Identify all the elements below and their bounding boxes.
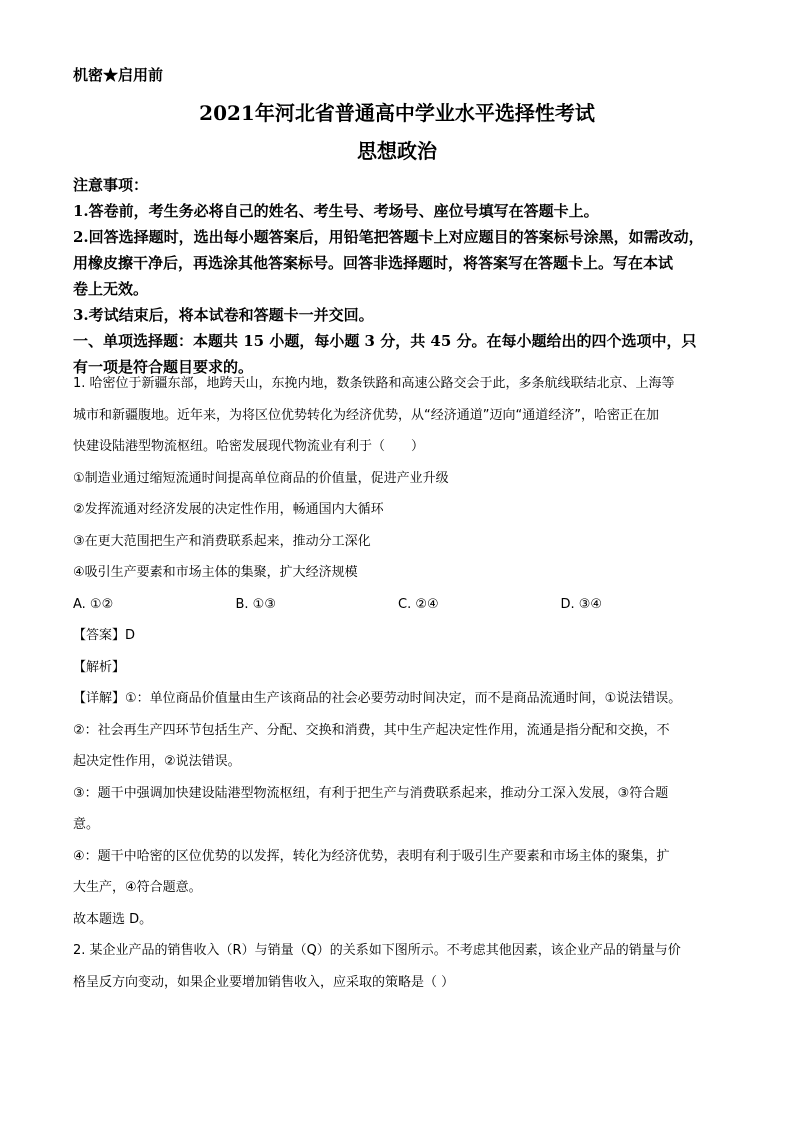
- option-d: D. ③④: [560, 596, 603, 612]
- answer-options: [73, 589, 723, 621]
- statement-item: ③在更大范围把生产和消费联系起来，推动分工深化: [73, 533, 371, 549]
- question-stem-line: 城市和新疆腹地。近年来，为将区位优势转化为经济优势，从“经济通道”迈向“通道经济”，哈密正在加: [73, 407, 659, 423]
- option-c: C. ②④: [398, 596, 439, 612]
- option-a: A. ①②: [73, 596, 114, 612]
- section-heading-line: 有一项是符合题目要求的。: [73, 358, 254, 376]
- analysis-label: 【解析】: [73, 659, 126, 675]
- subject-title: 思想政治: [357, 139, 437, 163]
- notice-line: 卷上无效。: [73, 280, 149, 298]
- notice-heading: 注意事项：: [73, 176, 149, 194]
- explanation-line: ③：题干中强调加快建设陆港型物流枢纽，有利于把生产与消费联系起来，推动分工深入发展，③符合题: [73, 785, 669, 801]
- notice-line: 用橡皮擦干净后，再选涂其他答案标号。回答非选择题时，将答案写在答题卡上。写在本试: [73, 254, 674, 272]
- question-1: [73, 368, 723, 998]
- notice-line: 1.答卷前，考生务必将自己的姓名、考生号、考场号、座位号填写在答题卡上。: [73, 202, 599, 220]
- section-heading-line: 一、单项选择题：本题共 15 小题，每小题 3 分，共 45 分。在每小题给出的四个选项中，只: [73, 332, 697, 350]
- question-stem-line: 1. 哈密位于新疆东部，地跨天山，东挽内地，数条铁路和高速公路交会于此，多条航线联结北京、上海等: [73, 376, 675, 391]
- notice-section: [73, 172, 723, 380]
- statement-item: ④吸引生产要素和市场主体的集聚，扩大经济规模: [73, 565, 358, 580]
- exam-title: 2021年河北省普通高中学业水平选择性考试: [199, 101, 595, 125]
- statement-item: ①制造业通过缩短流通时间提高单位商品的价值量，促进产业升级: [73, 470, 449, 486]
- explanation-line: ②：社会再生产四环节包括生产、分配、交换和消费，其中生产起决定性作用，流通是指分配和交换，不: [73, 722, 670, 738]
- explanation-line: 故本题选 D。: [73, 911, 153, 927]
- option-b: B. ①③: [235, 596, 276, 612]
- question-stem-line: 快建设陆港型物流枢纽。哈密发展现代物流业有利于（ ）: [73, 439, 425, 454]
- confidential-label: 机密★启用前: [73, 66, 164, 84]
- explanation-line: 【详解】①：单位商品价值量由生产该商品的社会必要劳动时间决定，而不是商品流通时间，①说法错误。: [73, 691, 682, 706]
- explanation-line: 大生产，④符合题意。: [73, 880, 202, 895]
- statement-item: ②发挥流通对经济发展的决定性作用，畅通国内大循环: [73, 502, 384, 517]
- answer-label: 【答案】D: [73, 628, 136, 643]
- notice-line: 2.回答选择题时，选出每小题答案后，用铅笔把答题卡上对应题目的答案标号涂黑，如需改动，: [73, 228, 704, 246]
- question-2-stem-line: 格呈反方向变动，如果企业要增加销售收入，应采取的策略是（ ）: [73, 974, 455, 990]
- question-2-stem-line: 2. 某企业产品的销售收入（R）与销量（Q）的关系如下图所示。不考虑其他因素，该企业产品的销量与价: [73, 943, 681, 958]
- explanation-line: 起决定性作用，②说法错误。: [73, 754, 241, 769]
- explanation-line: ④：题干中哈密的区位优势的以发挥，转化为经济优势，表明有利于吸引生产要素和市场主体的聚集，扩: [73, 848, 670, 864]
- explanation-line: 意。: [73, 817, 100, 832]
- notice-line: 3.考试结束后，将本试卷和答题卡一并交回。: [73, 306, 374, 324]
